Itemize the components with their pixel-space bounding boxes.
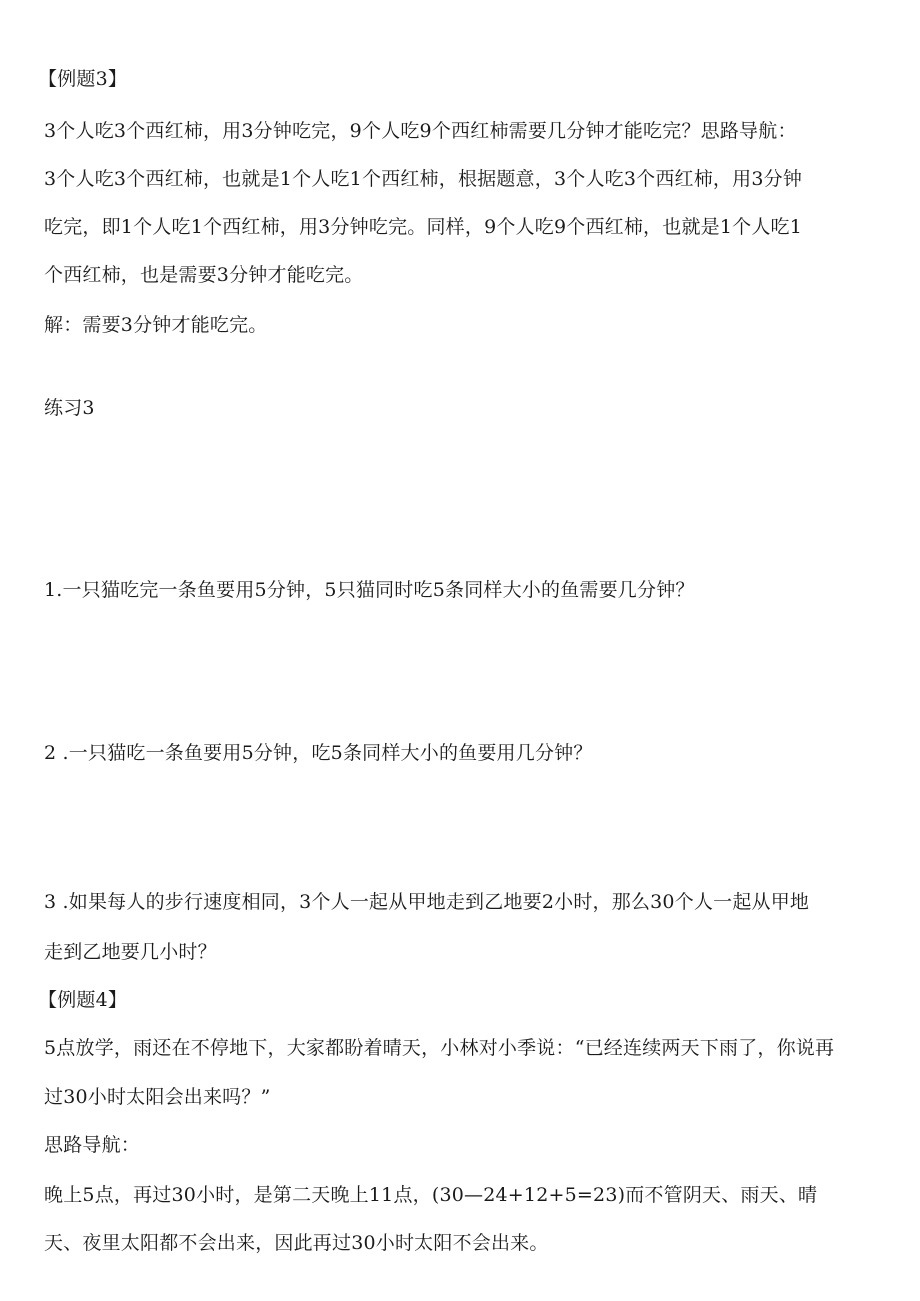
example-3-analysis-line: 个西红柿，也是需要3分钟才能吃完。 [44, 264, 364, 286]
example-4-question-line: 5点放学，雨还在不停地下，大家都盼着晴天，小林对小季说：“已经连续两天下雨了，你说再 [44, 1037, 835, 1059]
example-3-analysis-line: 吃完，即1个人吃1个西红柿，用3分钟吃完。同样，9个人吃9个西红柿，也就是1个人吃1 [44, 216, 803, 238]
example-3-answer: 解：需要3分钟才能吃完。 [44, 314, 268, 336]
example-4-analysis-line: 天、夜里太阳都不会出来，因此再过30小时太阳不会出来。 [44, 1232, 549, 1254]
practice-question-3-line: 3 .如果每人的步行速度相同，3个人一起从甲地走到乙地要2小时，那么30个人一起从甲地 [44, 891, 810, 913]
example-3-analysis-line: 3个人吃3个西红柿，也就是1个人吃1个西红柿，根据题意，3个人吃3个西红柿，用3分钟 [44, 168, 803, 190]
example-3-question: 3个人吃3个西红柿，用3分钟吃完，9个人吃9个西红柿需要几分钟才能吃完？思路导航： [44, 120, 797, 142]
example-4-heading: 【例题4】 [38, 989, 128, 1011]
practice-question-2: 2 .一只猫吃一条鱼要用5分钟，吃5条同样大小的鱼要用几分钟？ [44, 742, 593, 764]
example-3-heading: 【例题3】 [38, 68, 128, 90]
example-4-question-line: 过30小时太阳会出来吗？” [44, 1086, 271, 1108]
practice-3-heading: 练习3 [44, 397, 95, 419]
practice-question-3-line: 走到乙地要几小时？ [44, 941, 217, 963]
example-4-guide-label: 思路导航： [44, 1134, 141, 1156]
example-4-analysis-line: 晚上5点，再过30小时，是第二天晚上11点，(30—24+12+5=23)而不管阴天、雨天、晴 [44, 1184, 818, 1206]
practice-question-1: 1.一只猫吃完一条鱼要用5分钟，5只猫同时吃5条同样大小的鱼需要几分钟？ [44, 579, 695, 601]
